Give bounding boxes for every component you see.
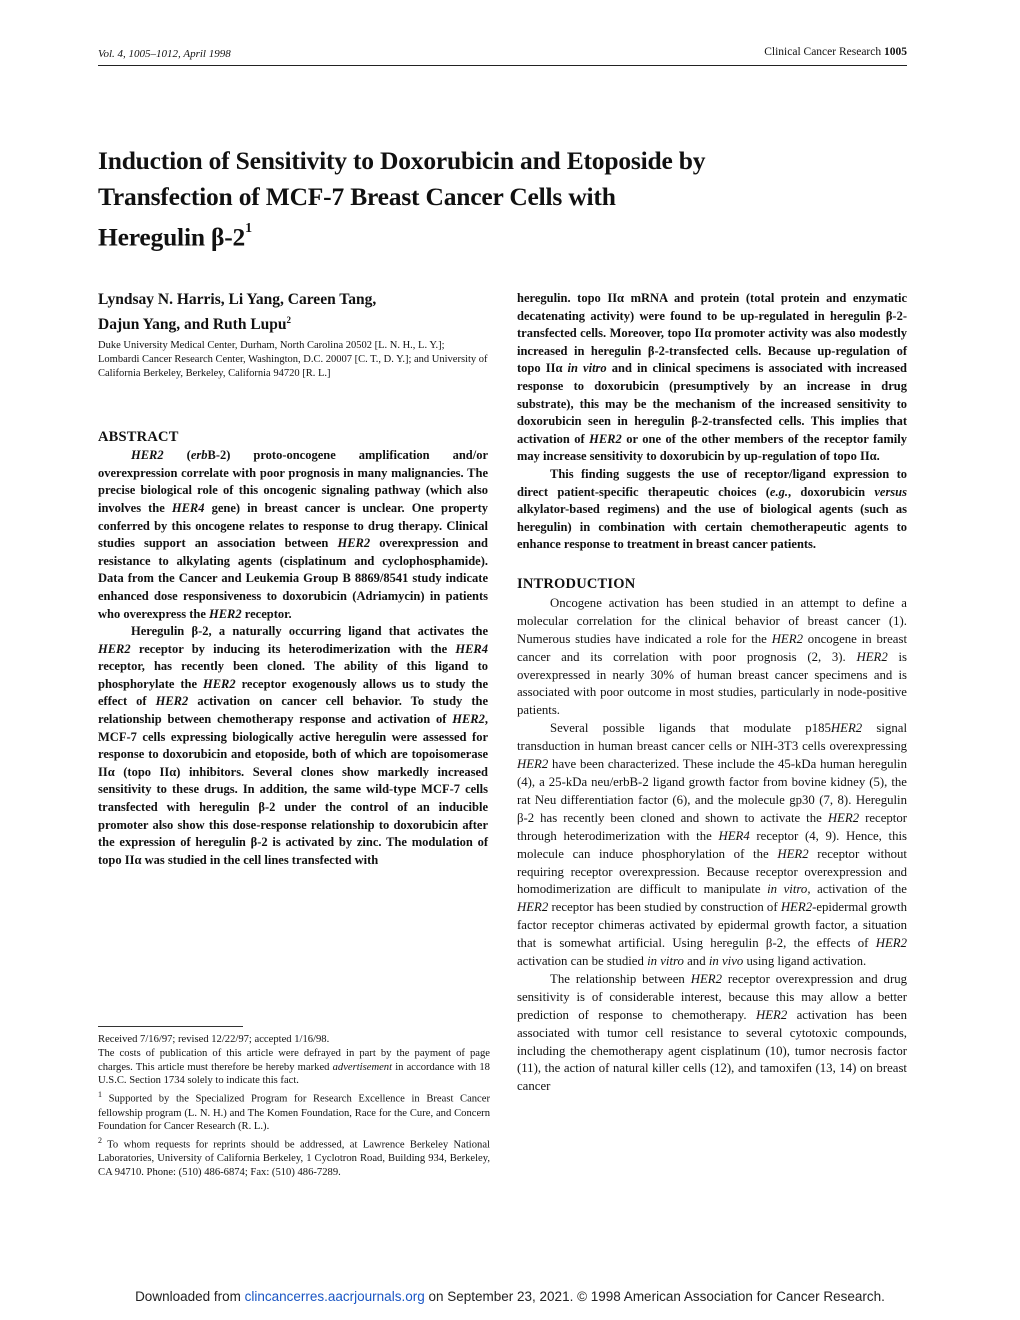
- intro-paragraph-3: [517, 971, 907, 1096]
- footnote-italic: advertisement: [332, 1061, 393, 1073]
- abstract-gene: HER2: [589, 431, 622, 446]
- abstract-italic: in vitro: [567, 361, 607, 376]
- abstract-text: and in clinical specimens is associated with increased response to doxorubicin (presumptively by an increase in drug substrate), this may be the mechanism of the increased sensitivity to doxorubicin seen in heregulin β-2-transfected cells. This implies that activation of: [517, 361, 907, 446]
- intro-text: activation has been associated with tumor cell resistance to several cytotoxic compounds, including the chemotherapy agent cisplatinum (10), tumor necrosis factor (11), the action of natural killer cells (12), and tamoxifen (13, 14) on breast cancer: [517, 1007, 907, 1094]
- intro-italic: in vitro: [647, 954, 684, 969]
- running-header-journal: [764, 46, 907, 58]
- abstract-paragraph-3: [517, 290, 907, 466]
- abstract-italic: e.g.: [769, 484, 788, 499]
- intro-text: activation can be studied: [517, 954, 648, 969]
- abstract-text: B-2) proto-oncogene amplification and/or overexpression correlate with poor prognosis in many malignancies. The precise biological role of this oncogenic signaling pathway (which also involves the: [98, 448, 488, 515]
- footnote-text: Supported by the Specialized Program for Research Excellence in Breast Cancer fellowship program (L. N. H.) and The Komen Foundation, Race for the Cure, and Concern Foundation for Cancer Research (R. L.).: [98, 1093, 490, 1133]
- abstract-text: Heregulin β-2, a naturally occurring ligand that activates the: [131, 624, 488, 639]
- introduction-heading: INTRODUCTION: [517, 575, 636, 592]
- intro-paragraph-2: [517, 720, 907, 971]
- abstract-gene: HER2: [155, 694, 189, 709]
- intro-gene: HER2: [875, 936, 907, 951]
- intro-gene: HER4: [718, 828, 750, 843]
- intro-gene: HER2: [517, 757, 549, 772]
- footnote-received: Received 7/16/97; revised 12/22/97; accepted 1/16/98.: [98, 1034, 330, 1045]
- abstract-gene: HER2: [98, 641, 131, 656]
- footnote-mark: 2: [98, 1136, 102, 1146]
- left-column: [98, 290, 488, 869]
- intro-gene: HER2: [517, 900, 549, 915]
- intro-paragraph-1: [517, 595, 907, 720]
- page-number: 1005: [884, 46, 907, 58]
- intro-text: , activation of the: [807, 882, 907, 897]
- journal-link[interactable]: clincancerres.aacrjournals.org: [244, 1289, 425, 1304]
- intro-text: have been characterized. These include the 45-kDa human heregulin (4), a 25-kDa neu/erbB-2 ligand growth factor from bovine kidney (5), the rat Neu differentiation factor (6), and the molecule gp30 (7, 8). Heregulin β-2 has recently been cloned and shown to activate the: [517, 757, 907, 825]
- intro-gene: HER2: [827, 810, 860, 825]
- abstract-text: receptor.: [241, 606, 292, 621]
- footnote-mark: 1: [98, 1090, 102, 1100]
- footnote-text: To whom requests for reprints should be addressed, at Lawrence Berkeley National Laboratories, University of California Berkeley, 1 Cyclotron Road, Building 934, Berkeley, CA 94710. Phone: (510) 486-6874; Fax: (510) 486-7289.: [98, 1139, 490, 1179]
- download-notice: [0, 1289, 1020, 1305]
- footnote-1: [98, 1088, 490, 1134]
- intro-text: receptor (4, 9). Hence, this molecule can induce phosphorylation of the: [517, 828, 907, 861]
- intro-text: Several possible ligands that modulate p185: [550, 721, 831, 736]
- abstract-gene: erb: [190, 448, 208, 463]
- abstract-text: receptor, has recently been cloned. The ability of this ligand to phosphorylate the: [98, 659, 488, 691]
- abstract-paragraph-4: [517, 466, 907, 554]
- intro-gene: HER2: [755, 1007, 788, 1022]
- abstract-gene: HER2: [131, 448, 164, 463]
- abstract-heading: ABSTRACT: [98, 429, 179, 446]
- intro-gene: HER2: [771, 631, 803, 646]
- abstract-text: gene) in breast cancer is unclear. One property conferred by this oncogene relates to response to drug therapy. Clinical studies support an association between: [98, 500, 488, 551]
- footnote-text: The costs of publication of this article were defrayed in part by the payment of page charges. This article must therefore be hereby marked: [98, 1047, 490, 1073]
- title-footnote-mark: 1: [245, 221, 252, 236]
- affiliations: Duke University Medical Center, Durham, North Carolina 20502 [L. N. H., L. Y.]; Lombardi Cancer Research Center, Washington, D.C. 20007 [C. T., D. Y.]; and University of California Berkeley, Berkeley, California 94720 [R. L.]: [98, 340, 488, 380]
- abstract-paragraph-2: [98, 623, 488, 869]
- download-text: Downloaded from: [135, 1289, 245, 1304]
- right-column: [517, 290, 907, 1096]
- abstract-gene: HER4: [455, 641, 488, 656]
- abstract-gene: HER2: [337, 536, 371, 551]
- abstract-paragraph-1: [98, 447, 488, 623]
- abstract-gene: HER2: [209, 606, 242, 621]
- intro-text: receptor has been studied by construction of: [548, 900, 781, 915]
- header-rule: [98, 65, 907, 66]
- title-line-3: Heregulin β-2: [98, 222, 246, 252]
- intro-text: is overexpressed in nearly 30% of human breast cancer specimens and is associated with poor outcome in most studies, particularly in node-positive patients.: [517, 649, 907, 718]
- author-footnote-mark: 2: [286, 315, 292, 325]
- footnotes: [98, 1033, 490, 1180]
- abstract-text: (: [163, 448, 191, 463]
- intro-text: using ligand activation.: [743, 954, 867, 969]
- abstract-gene: HER2: [452, 712, 485, 727]
- abstract-text: alkylator-based regimens) and the use of biological agents (such as heregulin) in combination with certain chemotherapeutic agents to enhance response to treatment in breast cancer patients.: [517, 502, 907, 552]
- abstract-text: or one of the other members of the receptor family may increase sensitivity to doxorubicin by up-regulation of topo IIα.: [517, 431, 908, 464]
- footnote-rule: [98, 1026, 243, 1027]
- intro-text: signal transduction in human breast cancer cells or NIH-3T3 cells overexpressing: [517, 721, 907, 754]
- author-list: [98, 290, 488, 335]
- intro-text: and: [683, 954, 709, 969]
- abstract-text: , doxorubicin: [787, 484, 875, 499]
- intro-text: -epidermal growth factor receptor chimeras activated by epidermal growth factor, a situation that is somewhat artificial. Using heregulin β-2, the effects of: [517, 900, 907, 951]
- intro-gene: HER2: [856, 649, 888, 664]
- footnote-2: [98, 1134, 490, 1180]
- footnote-text: in accordance with 18 U.S.C. Section 1734 solely to indicate this fact.: [98, 1061, 490, 1087]
- title-line-2: Transfection of MCF-7 Breast Cancer Cells with: [98, 182, 616, 211]
- intro-gene: HER2: [780, 900, 813, 915]
- abstract-gene: HER4: [171, 500, 205, 515]
- intro-gene: HER2: [830, 721, 863, 736]
- footnote-costs: [98, 1047, 490, 1088]
- abstract-text: This finding suggests the use of receptor/ligand expression to direct patient-specific therapeutic choices (: [517, 466, 907, 499]
- abstract-gene: HER2: [202, 676, 236, 691]
- intro-text: The relationship between: [550, 971, 691, 986]
- abstract-text: heregulin. topo IIα mRNA and protein (total protein and enzymatic decatenating activity) were found to be up-regulated in heregulin β-2-transfected cells. Moreover, topo IIα promoter activity was also modestly increased in heregulin β-2-transfected cells. Because up-regulation of topo IIα: [517, 291, 907, 376]
- running-header-citation: Vol. 4, 1005–1012, April 1998: [98, 48, 231, 60]
- abstract-text: activation on cancer cell behavior. To study the relationship between chemotherapy response and activation of: [98, 694, 488, 727]
- authors-line-2: Dajun Yang, and Ruth Lupu: [98, 316, 287, 334]
- title-line-1: Induction of Sensitivity to Doxorubicin and Etoposide by: [98, 146, 706, 175]
- intro-italic: in vitro: [767, 882, 808, 897]
- intro-text: receptor through heterodimerization with the: [517, 810, 907, 843]
- intro-text: receptor overexpression and drug sensitivity is of considerable interest, because this may allow a better prediction of response to chemotherapy.: [517, 971, 907, 1022]
- article-title: [98, 143, 818, 256]
- abstract-text: overexpression and resistance to alkylating agents (cisplatinum and cyclophosphamide). Data from the Cancer and Leukemia Group B 8869/8541 study indicate enhanced dose responsiveness to doxorubicin (Adriamycin) in patients who overexpress the: [98, 536, 488, 621]
- abstract-text: , MCF-7 cells expressing biologically active heregulin were assessed for response to doxorubicin and etoposide, both of which are topoisomerase IIα (topo IIα) inhibitors. Several clones show markedly increased sensitivity to these drugs. In addition, the same wild-type MCF-7 cells transfected with heregulin β-2 under the control of an inducible promoter also show this dose-response relationship to doxorubicin after the expression of heregulin β-2 is activated by zinc. The modulation of topo IIα was studied in the cell lines transfected with: [98, 712, 488, 867]
- abstract-italic: versus: [874, 484, 907, 499]
- abstract-text: receptor exogenously allows us to study the effect of: [98, 676, 488, 709]
- intro-text: receptor without requiring receptor overexpression. Because receptor overexpression and homodimerization are difficult to manipulate: [517, 846, 907, 897]
- download-text: on September 23, 2021. © 1998 American Association for Cancer Research.: [424, 1289, 885, 1304]
- abstract-text: receptor by inducing its heterodimerization with the: [130, 641, 456, 656]
- intro-italic: in vivo: [708, 954, 744, 969]
- journal-name: Clinical Cancer Research: [764, 46, 882, 58]
- intro-gene: HER2: [777, 846, 809, 861]
- intro-text: Oncogene activation has been studied in an attempt to define a molecular correlation for the clinical behavior of breast cancer (1). Numerous studies have indicated a role for the: [517, 595, 907, 646]
- authors-line-1: Lyndsay N. Harris, Li Yang, Careen Tang,: [98, 291, 377, 308]
- intro-gene: HER2: [690, 971, 722, 986]
- intro-text: oncogene in breast cancer and its correlation with poor prognosis (2, 3).: [517, 631, 907, 664]
